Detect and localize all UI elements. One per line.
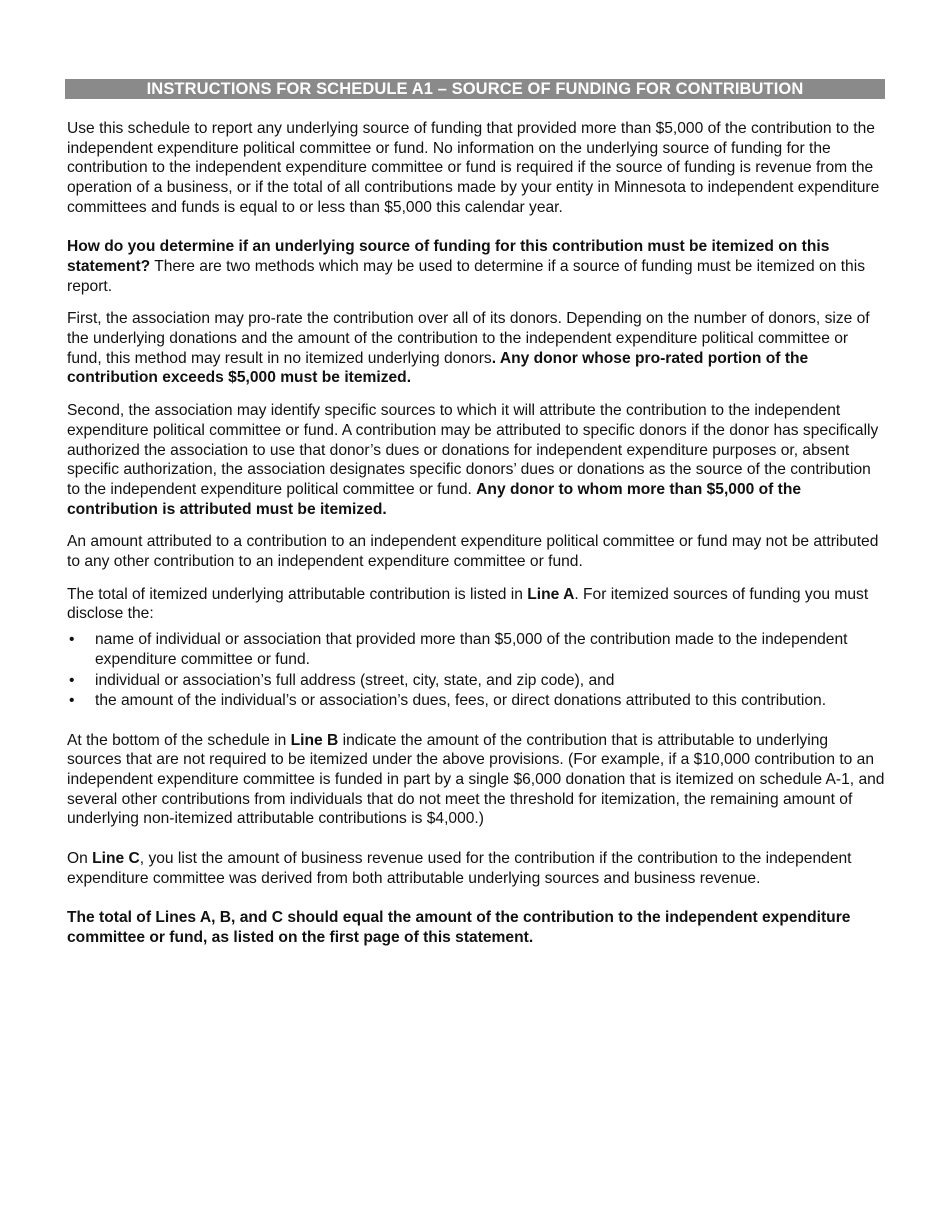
determine-answer: There are two methods which may be used to determine if a source of funding must be itemized on this report. bbox=[67, 257, 865, 295]
line-a-label: Line A bbox=[527, 585, 575, 603]
total-statement: The total of Lines A, B, and C should equal the amount of the contribution to the independent expenditure committee or fund, as listed on the first page of this statement. bbox=[67, 908, 851, 946]
second-method-paragraph bbox=[67, 401, 885, 519]
line-c-label: Line C bbox=[92, 849, 140, 867]
list-item bbox=[67, 630, 885, 669]
list-item-text: individual or association’s full address (street, city, state, and zip code), and bbox=[95, 671, 615, 689]
first-method-rule: . Any donor whose pro-rated portion of the contribution exceeds $5,000 must be itemized. bbox=[67, 349, 809, 387]
total-paragraph bbox=[67, 908, 885, 947]
list-item bbox=[67, 671, 885, 691]
determine-paragraph bbox=[67, 237, 885, 296]
line-b-label: Line B bbox=[290, 731, 339, 749]
first-method-text: First, the association may pro-rate the contribution over all of its donors. Depending on the number of donors, size of the underlying donations and the amount of the contribution to the independent expenditure political committee or fund, this method may result in no itemized underlying donors bbox=[67, 310, 870, 367]
line-a-after: . For itemized sources of funding you must disclose the: bbox=[67, 585, 869, 623]
list-item-text: the amount of the individual’s or association’s dues, fees, or direct donations attributed to this contribution. bbox=[95, 692, 827, 710]
first-method-paragraph bbox=[67, 309, 885, 388]
list-item-text: name of individual or association that provided more than $5,000 of the contribution made to the independent expenditure committee or fund. bbox=[95, 631, 848, 668]
bullet-icon: • bbox=[69, 692, 75, 710]
intro-paragraph: Use this schedule to report any underlying source of funding that provided more than $5,000 of the contribution to the independent expenditure political committee or fund. No information on the underlying source of funding for the contribution to the independent expenditure committee or fund is required if the source of funding is revenue from the operation of a business, or if the total of all contributions made by your entity in Minnesota to independent expenditure committees and funds is equal to or less than $5,000 this calendar year. bbox=[67, 120, 880, 216]
determine-question: How do you determine if an underlying source of funding for this contribution must be itemized on this statement? bbox=[67, 238, 830, 275]
second-method-text: Second, the association may identify specific sources to which it will attribute the contribution to the independent expenditure political committee or fund. A contribution may be attributed to specific donors if the donor has specifically authorized the association to use that donor’s dues or donations for independent expenditure purposes or, absent specific authorization, the association designates specific donors’ dues or donations as the source of the contribution to the independent expenditure political committee or fund. bbox=[67, 402, 879, 498]
line-c-paragraph bbox=[67, 849, 885, 888]
line-c-before: On bbox=[67, 849, 93, 867]
attribution-paragraph: An amount attributed to a contribution to an independent expenditure political committee or fund may not be attributed to any other contribution to an independent expenditure committee or fund. bbox=[67, 533, 879, 571]
instructions-body bbox=[67, 119, 885, 947]
line-a-paragraph bbox=[67, 585, 885, 624]
bullet-icon: • bbox=[69, 631, 75, 649]
line-b-after: indicate the amount of the contribution that is attributable to underlying sources that are not required to be itemized under the above provisions. (For example, if a $10,000 contribution to an independent expenditure committee is funded in part by a single $6,000 donation that is itemized on schedule A-1, and several other contributions from individuals that do not meet the threshold for itemization, the remaining amount of underlying non-itemized attributable contributions is $4,000.) bbox=[67, 731, 885, 828]
list-item bbox=[67, 691, 885, 711]
second-method-rule: Any donor to whom more than $5,000 of the contribution is attributed must be itemized. bbox=[67, 480, 802, 518]
line-a-before: The total of itemized underlying attributable contribution is listed in bbox=[67, 585, 528, 603]
line-c-after: , you list the amount of business revenue used for the contribution if the contribution to the independent expenditure committee was derived from both attributable underlying sources and business revenue. bbox=[67, 849, 852, 887]
bullet-icon: • bbox=[69, 671, 75, 689]
line-b-before: At the bottom of the schedule in bbox=[67, 731, 291, 749]
section-title: INSTRUCTIONS FOR SCHEDULE A1 – SOURCE OF FUNDING FOR CONTRIBUTION bbox=[65, 79, 885, 99]
disclosure-list bbox=[67, 630, 885, 711]
line-b-paragraph bbox=[67, 731, 885, 830]
